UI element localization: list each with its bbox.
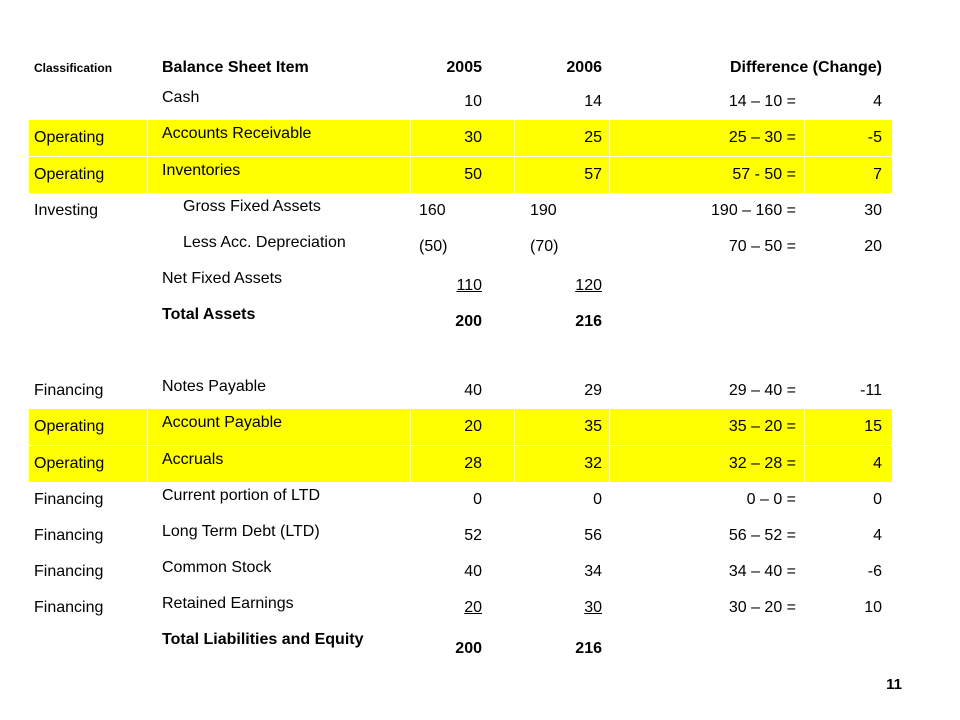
row-classification: Financing bbox=[34, 563, 104, 580]
row-difference: 30 bbox=[864, 202, 882, 219]
row-calculation: 29 – 40 = bbox=[728, 382, 796, 399]
row-item: Total Assets bbox=[162, 306, 256, 323]
cell-separator bbox=[514, 409, 515, 445]
table-row-highlighted bbox=[29, 446, 892, 482]
row-classification: Financing bbox=[34, 527, 104, 544]
row-value-2005: 110 bbox=[456, 277, 482, 294]
table-row bbox=[29, 265, 892, 301]
row-value-2006: 14 bbox=[584, 93, 602, 110]
row-item: Cash bbox=[162, 89, 200, 106]
row-item: Account Payable bbox=[162, 414, 283, 431]
row-item: Current portion of LTD bbox=[162, 487, 320, 504]
row-difference: 15 bbox=[864, 418, 882, 435]
cell-separator bbox=[609, 446, 610, 482]
cell-separator bbox=[147, 157, 148, 193]
row-value-2006: 216 bbox=[575, 313, 602, 330]
row-value-2005: 40 bbox=[464, 382, 482, 399]
row-value-2006: 216 bbox=[575, 640, 602, 657]
row-value-2005: 10 bbox=[464, 93, 482, 110]
row-value-2006: (70) bbox=[530, 238, 559, 255]
cell-separator bbox=[410, 157, 411, 193]
row-item: Long Term Debt (LTD) bbox=[162, 523, 320, 540]
row-value-2006: 120 bbox=[575, 277, 602, 294]
cell-separator bbox=[147, 409, 148, 445]
row-value-2005: 30 bbox=[464, 129, 482, 146]
row-value-2005: 28 bbox=[464, 455, 482, 472]
cell-separator bbox=[514, 446, 515, 482]
row-difference: -11 bbox=[860, 382, 882, 399]
row-calculation: 35 – 20 = bbox=[728, 418, 796, 435]
row-item: Notes Payable bbox=[162, 378, 267, 395]
table-header-row bbox=[29, 50, 892, 86]
cell-separator bbox=[609, 120, 610, 156]
cell-separator bbox=[147, 120, 148, 156]
row-value-2005: 0 bbox=[473, 491, 482, 508]
row-value-2006: 30 bbox=[584, 599, 602, 616]
row-value-2006: 190 bbox=[530, 202, 557, 219]
header-balance-sheet-item: Balance Sheet Item bbox=[162, 59, 309, 76]
row-classification: Operating bbox=[34, 455, 105, 472]
row-calculation: 56 – 52 = bbox=[728, 527, 796, 544]
row-value-2006: 35 bbox=[584, 418, 602, 435]
row-item: Accounts Receivable bbox=[162, 125, 312, 142]
row-classification: Financing bbox=[34, 491, 104, 508]
cell-separator bbox=[514, 157, 515, 193]
table-row bbox=[29, 193, 892, 229]
page-number: 11 bbox=[886, 676, 902, 693]
row-difference: 10 bbox=[864, 599, 882, 616]
row-item: Less Acc. Depreciation bbox=[183, 234, 346, 251]
row-value-2005: 20 bbox=[464, 599, 482, 616]
cell-separator bbox=[804, 120, 805, 156]
table-row bbox=[29, 84, 892, 120]
row-calculation: 70 – 50 = bbox=[728, 238, 796, 255]
row-item: Accruals bbox=[162, 451, 224, 468]
row-value-2005: 50 bbox=[464, 166, 482, 183]
row-value-2005: 40 bbox=[464, 563, 482, 580]
row-value-2005: 20 bbox=[464, 418, 482, 435]
cell-separator bbox=[410, 409, 411, 445]
table-row bbox=[29, 518, 892, 554]
header-2006: 2006 bbox=[566, 59, 602, 76]
table-row bbox=[29, 590, 892, 626]
cell-separator bbox=[410, 446, 411, 482]
row-value-2006: 25 bbox=[584, 129, 602, 146]
row-value-2006: 57 bbox=[584, 166, 602, 183]
row-value-2006: 34 bbox=[584, 563, 602, 580]
table-row bbox=[29, 301, 892, 337]
table-row bbox=[29, 482, 892, 518]
cell-separator bbox=[804, 409, 805, 445]
row-difference: 7 bbox=[873, 166, 882, 183]
table-row bbox=[29, 229, 892, 265]
row-value-2005: 52 bbox=[464, 527, 482, 544]
table-row bbox=[29, 373, 892, 409]
row-value-2006: 32 bbox=[584, 455, 602, 472]
row-value-2006: 56 bbox=[584, 527, 602, 544]
row-calculation: 34 – 40 = bbox=[728, 563, 796, 580]
row-difference: 4 bbox=[873, 527, 882, 544]
row-value-2005: 160 bbox=[419, 202, 446, 219]
row-value-2005: 200 bbox=[455, 313, 482, 330]
cell-separator bbox=[514, 120, 515, 156]
row-calculation: 32 – 28 = bbox=[728, 455, 796, 472]
table-row-highlighted bbox=[29, 409, 892, 445]
row-difference: 4 bbox=[873, 93, 882, 110]
row-difference: 20 bbox=[864, 238, 882, 255]
row-difference: -5 bbox=[867, 129, 882, 146]
row-calculation: 30 – 20 = bbox=[728, 599, 796, 616]
table-row bbox=[29, 626, 892, 662]
row-item: Total Liabilities and Equity bbox=[162, 631, 364, 648]
row-classification: Operating bbox=[34, 418, 105, 435]
row-classification: Operating bbox=[34, 166, 105, 183]
cell-separator bbox=[609, 157, 610, 193]
row-item: Gross Fixed Assets bbox=[183, 198, 321, 215]
cell-separator bbox=[609, 409, 610, 445]
header-classification: Classification bbox=[34, 61, 113, 75]
row-calculation: 0 – 0 = bbox=[746, 491, 796, 508]
row-item: Retained Earnings bbox=[162, 595, 294, 612]
table-row-highlighted bbox=[29, 157, 892, 193]
row-item: Net Fixed Assets bbox=[162, 270, 283, 287]
row-difference: 0 bbox=[873, 491, 882, 508]
cell-separator bbox=[147, 446, 148, 482]
row-difference: -6 bbox=[867, 563, 882, 580]
row-calculation: 190 – 160 = bbox=[711, 202, 796, 219]
row-difference: 4 bbox=[873, 455, 882, 472]
row-calculation: 25 – 30 = bbox=[728, 129, 796, 146]
row-classification: Financing bbox=[34, 382, 104, 399]
row-item: Inventories bbox=[162, 162, 241, 179]
row-calculation: 14 – 10 = bbox=[728, 93, 796, 110]
row-classification: Financing bbox=[34, 599, 104, 616]
table-row-highlighted bbox=[29, 120, 892, 156]
header-2005: 2005 bbox=[446, 59, 482, 76]
row-classification: Operating bbox=[34, 129, 105, 146]
row-item: Common Stock bbox=[162, 559, 272, 576]
row-value-2006: 0 bbox=[593, 491, 602, 508]
row-value-2006: 29 bbox=[584, 382, 602, 399]
row-value-2005: 200 bbox=[455, 640, 482, 657]
cell-separator bbox=[410, 120, 411, 156]
table-row bbox=[29, 554, 892, 590]
row-value-2005: (50) bbox=[419, 238, 448, 255]
row-calculation: 57 - 50 = bbox=[732, 166, 796, 183]
cell-separator bbox=[804, 157, 805, 193]
header-difference: Difference (Change) bbox=[729, 59, 882, 76]
cell-separator bbox=[804, 446, 805, 482]
row-classification: Investing bbox=[34, 202, 99, 219]
